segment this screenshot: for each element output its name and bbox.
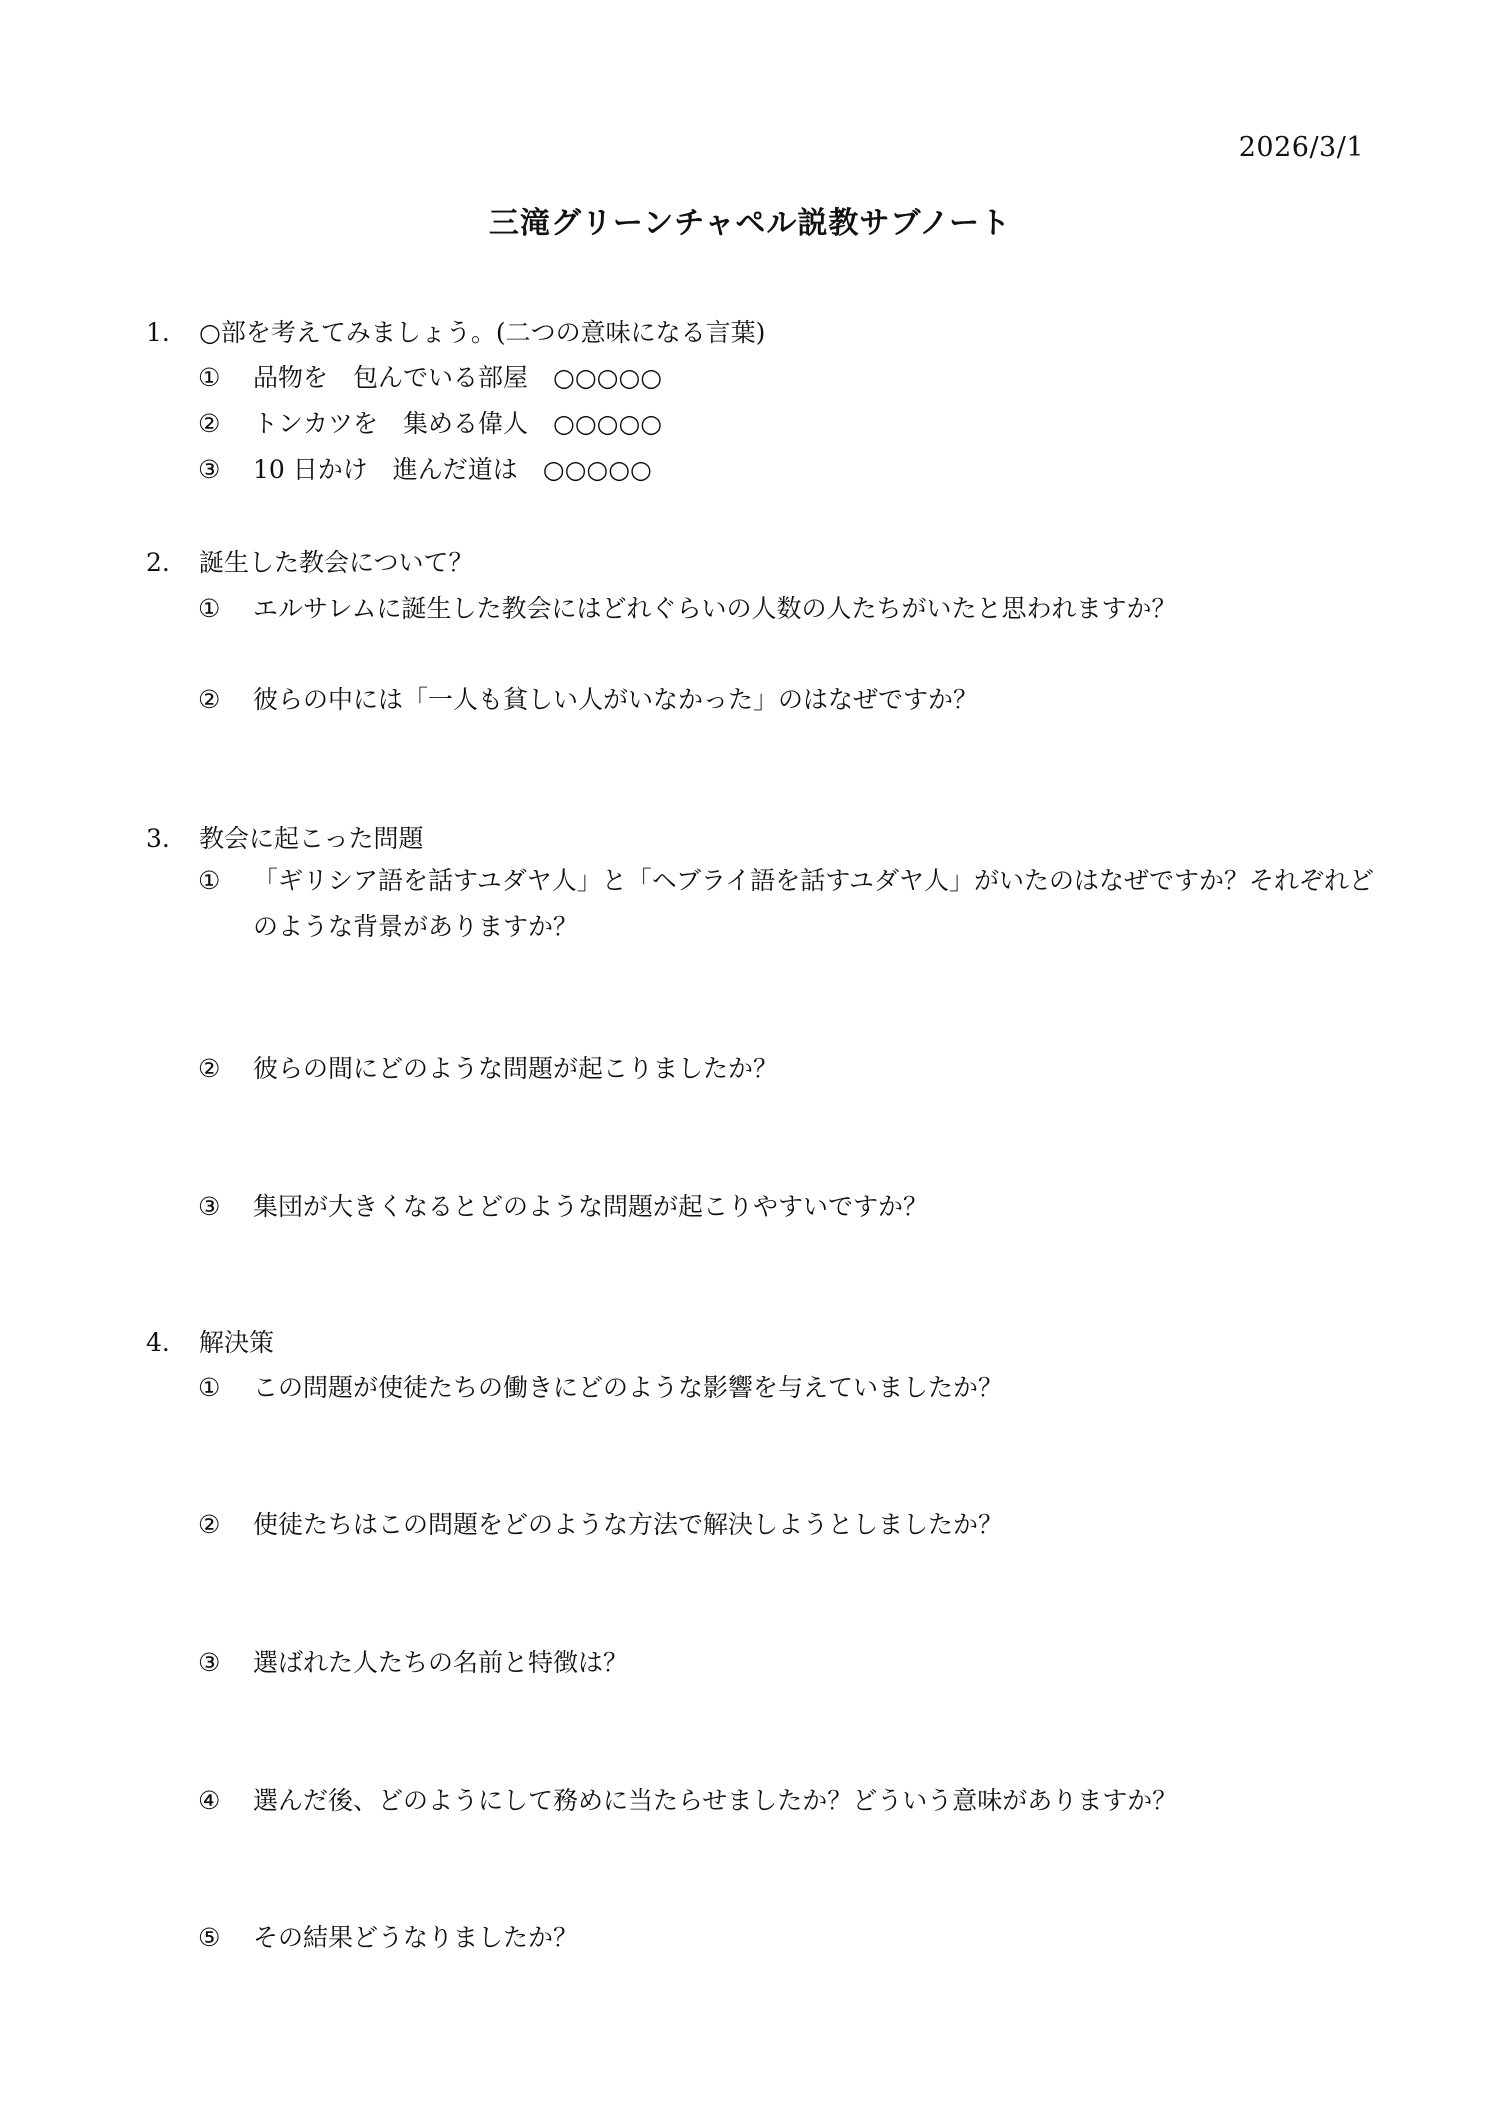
section-number: 1. — [146, 318, 170, 347]
question-3-3 — [198, 1187, 928, 1223]
item-marker: ② — [198, 409, 221, 438]
section-1-heading — [146, 313, 765, 349]
question-1-1 — [198, 358, 662, 394]
item-text: 集団が大きくなるとどのような問題が起こりやすいですか？ — [253, 1192, 929, 1221]
item-marker: ① — [198, 1373, 221, 1402]
section-number: 3. — [146, 824, 170, 853]
item-text: 選んだ後、どのようにして務めに当たらせましたか？どういう意味がありますか？ — [253, 1786, 1178, 1815]
item-text: この問題が使徒たちの働きにどのような影響を与えていましたか？ — [253, 1373, 1004, 1402]
question-2-1 — [198, 589, 1177, 625]
item-text: 選ばれた人たちの名前と特徴は？ — [253, 1648, 629, 1677]
item-marker: ④ — [198, 1786, 221, 1815]
section-title: 教会に起こった問題 — [199, 824, 424, 853]
question-4-4 — [198, 1781, 1177, 1817]
section-3-heading — [146, 819, 424, 855]
question-2-2 — [198, 680, 978, 716]
item-text: 「ギリシア語を話すユダヤ人」と「ヘブライ語を話すユダヤ人」がいたのはなぜですか？それぞれどのような背景がありますか？ — [253, 866, 1375, 941]
question-4-2 — [198, 1505, 1003, 1541]
item-marker: ③ — [198, 1648, 221, 1677]
section-title: 解決策 — [199, 1328, 275, 1357]
question-3-2 — [198, 1049, 778, 1085]
question-1-2 — [198, 404, 662, 440]
question-1-3 — [198, 450, 652, 486]
item-marker: ③ — [198, 1192, 221, 1221]
item-text: トンカツを 集める偉人 ○○○○○ — [253, 409, 663, 438]
section-number: 4. — [146, 1328, 170, 1357]
item-text: エルサレムに誕生した教会にはどれぐらいの人数の人たちがいたと思われますか？ — [253, 594, 1177, 623]
question-4-3 — [198, 1643, 628, 1679]
item-marker: ② — [198, 1510, 221, 1539]
item-marker: ③ — [198, 455, 221, 484]
item-text: その結果どうなりましたか？ — [253, 1923, 579, 1952]
question-4-5 — [198, 1918, 578, 1954]
section-4-heading — [146, 1323, 274, 1359]
document-date: 2026/3/1 — [1238, 132, 1364, 163]
section-title: 誕生した教会について？ — [199, 548, 474, 577]
item-marker: ① — [198, 594, 221, 623]
item-text: 10 日かけ 進んだ道は ○○○○○ — [253, 455, 652, 484]
item-marker: ② — [198, 1054, 221, 1083]
section-title: ○部を考えてみましょう。(二つの意味になる言葉) — [199, 318, 766, 347]
question-4-1 — [198, 1368, 1003, 1404]
item-marker: ① — [198, 866, 221, 895]
section-2-heading — [146, 543, 474, 579]
item-text: 使徒たちはこの問題をどのような方法で解決しようとしましたか？ — [253, 1510, 1004, 1539]
item-marker: ① — [198, 363, 221, 392]
item-marker: ② — [198, 685, 221, 714]
item-text: 彼らの中には「一人も貧しい人がいなかった」のはなぜですか？ — [253, 685, 979, 714]
document-title: 三滝グリーンチャペル説教サブノート — [488, 206, 1012, 241]
section-number: 2. — [146, 548, 170, 577]
item-text: 品物を 包んでいる部屋 ○○○○○ — [253, 363, 663, 392]
item-marker: ⑤ — [198, 1923, 221, 1952]
item-text: 彼らの間にどのような問題が起こりましたか？ — [253, 1054, 779, 1083]
question-3-1 — [198, 858, 1378, 950]
